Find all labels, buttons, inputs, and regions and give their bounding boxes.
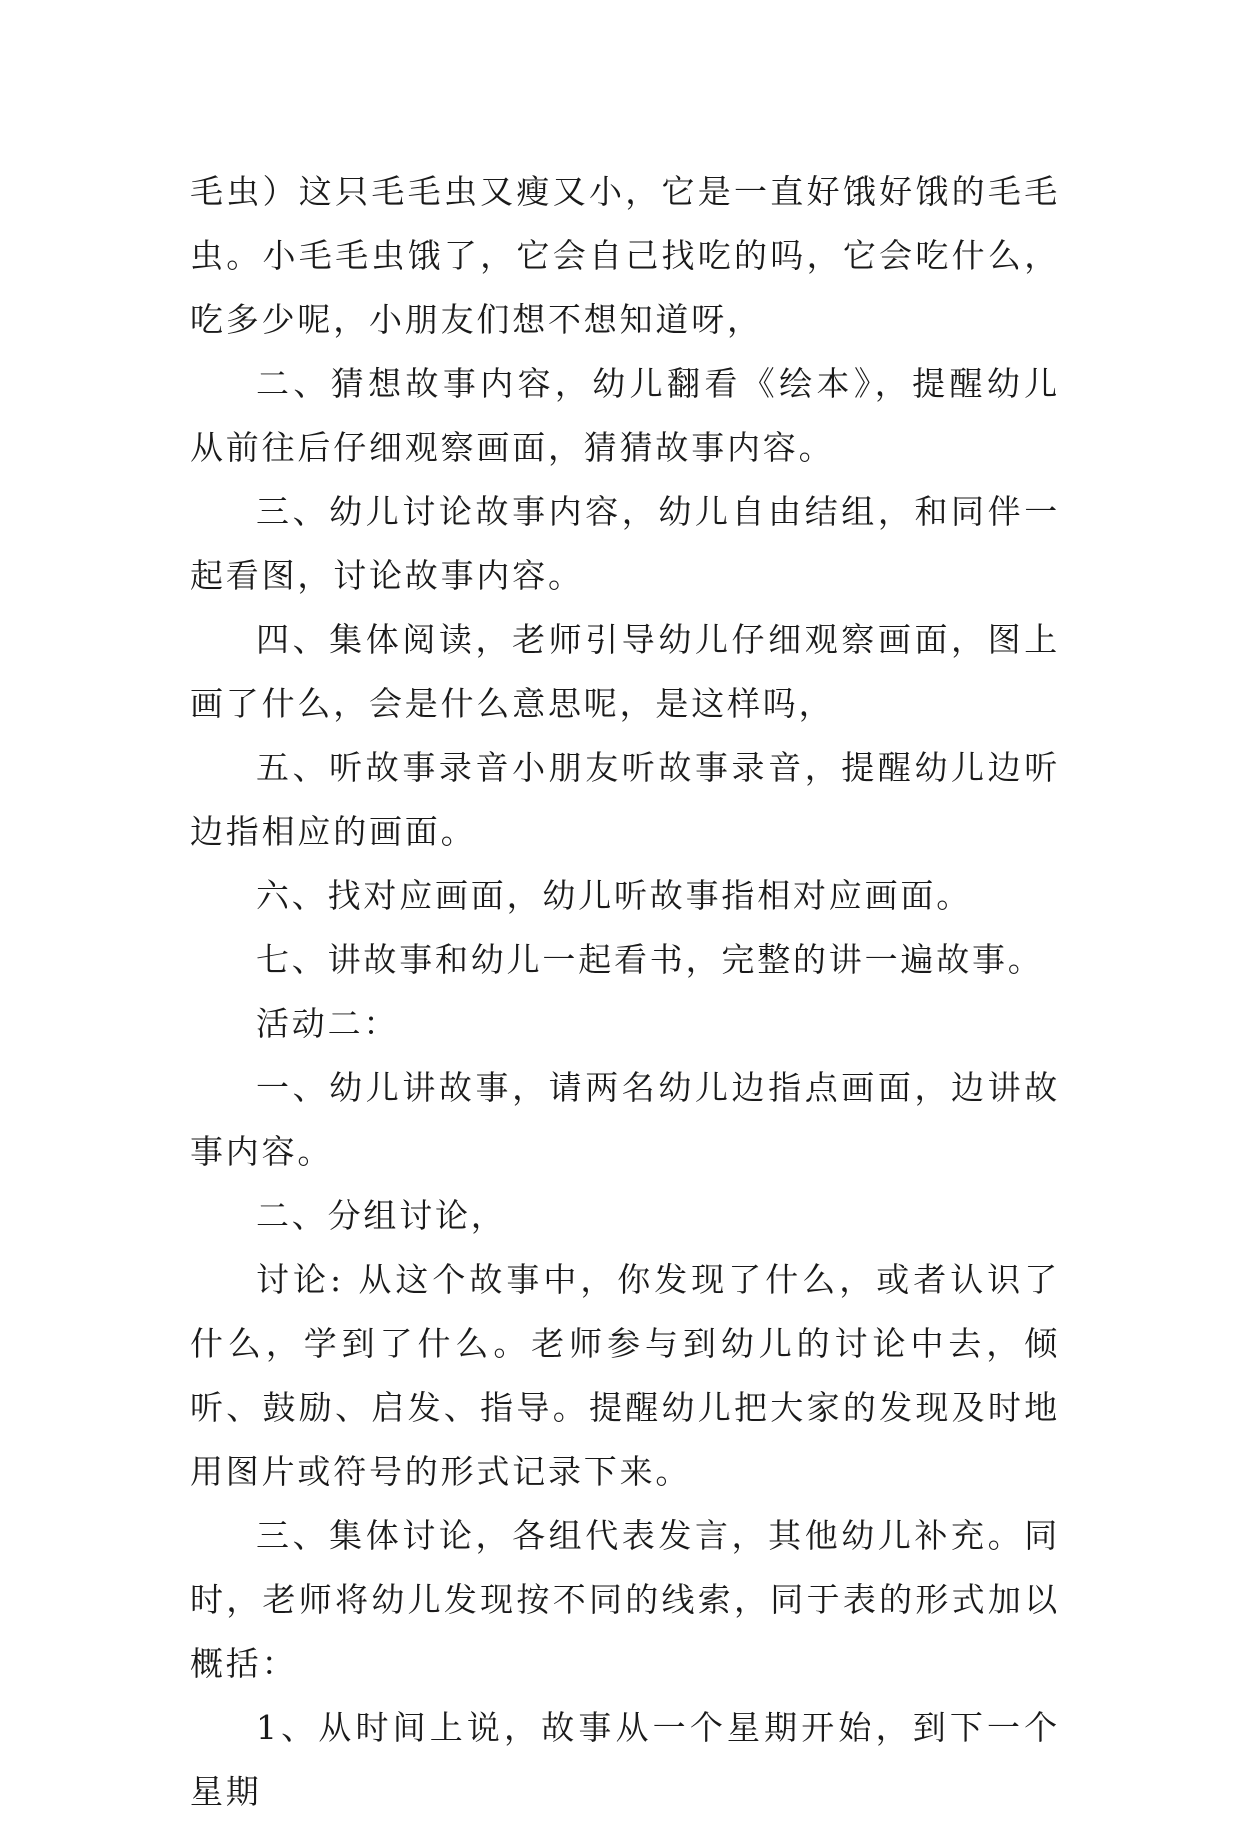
paragraph: 五、听故事录音小朋友听故事录音，提醒幼儿边听边指相应的画面。 (190, 748, 1060, 851)
paragraph: 一、幼儿讲故事，请两名幼儿边指点画面，边讲故事内容。 (190, 1068, 1060, 1171)
paragraph: 三、幼儿讨论故事内容，幼儿自由结组，和同伴一起看图，讨论故事内容。 (190, 492, 1060, 595)
paragraph: 二、猜想故事内容，幼儿翻看《绘本》，提醒幼儿从前往后仔细观察画面，猜猜故事内容。 (190, 364, 1060, 467)
paragraph: 讨论: 从这个故事中，你发现了什么，或者认识了什么，学到了什么。老师参与到幼儿的讨论中去，倾听、鼓励、启发、指导。提醒幼儿把大家的发现及时地用图片或符号的形式记录下来。 (190, 1260, 1060, 1491)
paragraph: 四、集体阅读，老师引导幼儿仔细观察画面，图上画了什么，会是什么意思呢，是这样吗， (190, 620, 1060, 723)
paragraph: 三、集体讨论，各组代表发言，其他幼儿补充。同时，老师将幼儿发现按不同的线索，同于表的形式加以概括： (190, 1516, 1060, 1683)
body-text (190, 160, 1060, 1824)
paragraph: 毛虫）这只毛毛虫又瘦又小，它是一直好饿好饿的毛毛虫。小毛毛虫饿了，它会自己找吃的吗，它会吃什么，吃多少呢，小朋友们想不想知道呀， (190, 172, 1060, 339)
section-heading: 活动二： (256, 1004, 400, 1043)
paragraph: 六、找对应画面，幼儿听故事指相对应画面。 (256, 876, 972, 915)
paragraph: 二、分组讨论， (256, 1196, 507, 1235)
paragraph: 七、讲故事和幼儿一起看书，完整的讲一遍故事。 (256, 940, 1044, 979)
paragraph: 1、从时间上说，故事从一个星期开始，到下一个星期 (190, 1708, 1060, 1811)
